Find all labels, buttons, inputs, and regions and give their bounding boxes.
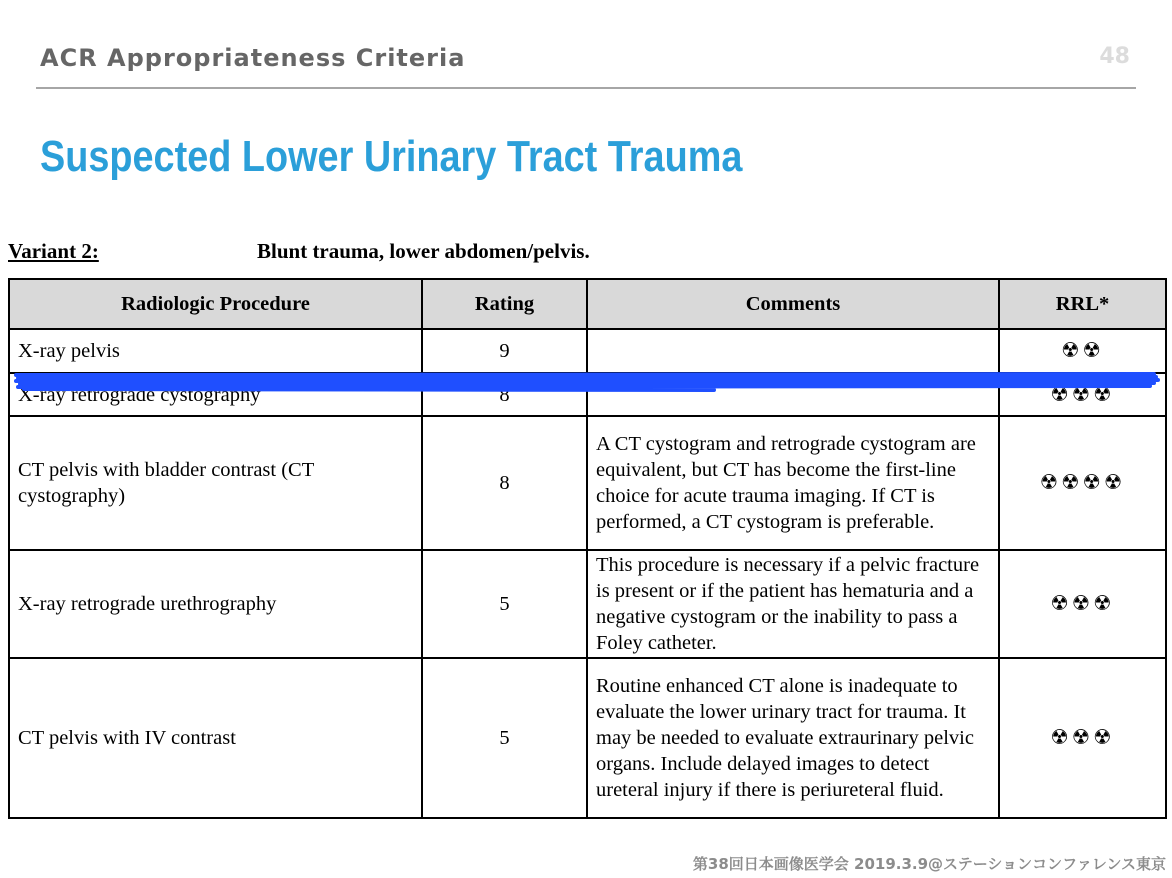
header-title: ACR Appropriateness Criteria: [40, 44, 466, 72]
radiation-icon: ☢☢: [999, 329, 1166, 373]
procedure-cell: X-ray retrograde cystography: [9, 373, 422, 416]
column-header-procedure: Radiologic Procedure: [9, 279, 422, 329]
radiation-icon: ☢☢☢: [999, 373, 1166, 416]
column-header-comments: Comments: [587, 279, 999, 329]
table-row: [9, 329, 1166, 373]
rating-cell: 8: [422, 373, 587, 416]
column-header-rating: Rating: [422, 279, 587, 329]
header-divider: [36, 87, 1136, 89]
rating-cell: 5: [422, 658, 587, 818]
footer-credit: 第38回日本画像医学会 2019.3.9@ステーションコンファレンス東京: [692, 855, 1166, 873]
procedure-cell: X-ray retrograde urethrography: [9, 550, 422, 658]
table-row: [9, 658, 1166, 818]
column-header-rrl: RRL*: [999, 279, 1166, 329]
page-number: 48: [1099, 44, 1130, 69]
comments-cell: A CT cystogram and retrograde cystogram are equivalent, but CT has become the first-line choice for acute trauma imaging. If CT is performed, a CT cystogram is preferable.: [587, 416, 999, 550]
procedure-cell: CT pelvis with bladder contrast (CT cystography): [9, 416, 422, 550]
slide-title: Suspected Lower Urinary Tract Trauma: [40, 132, 743, 181]
comments-cell: [587, 373, 999, 416]
rating-cell: 5: [422, 550, 587, 658]
criteria-table: [8, 278, 1167, 819]
table-row: [9, 550, 1166, 658]
radiation-icon: ☢☢☢: [999, 550, 1166, 658]
variant-label: Variant 2:: [8, 239, 99, 263]
rating-cell: 8: [422, 416, 587, 550]
comments-cell: This procedure is necessary if a pelvic fracture is present or if the patient has hematuria and a negative cystogram or the inability to pass a Foley catheter.: [587, 550, 999, 658]
comments-cell: [587, 329, 999, 373]
table-row: [9, 416, 1166, 550]
variant-description: Blunt trauma, lower abdomen/pelvis.: [257, 239, 590, 263]
table-row: [9, 373, 1166, 416]
table-header-row: [9, 279, 1166, 329]
radiation-icon: ☢☢☢☢: [999, 416, 1166, 550]
radiation-icon: ☢☢☢: [999, 658, 1166, 818]
rating-cell: 9: [422, 329, 587, 373]
procedure-cell: X-ray pelvis: [9, 329, 422, 373]
procedure-cell: CT pelvis with IV contrast: [9, 658, 422, 818]
comments-cell: Routine enhanced CT alone is inadequate to evaluate the lower urinary tract for trauma. It may be needed to evaluate extraurinary pelvic organs. Include delayed images to detect ureteral injury if there is periureteral fluid.: [587, 658, 999, 818]
